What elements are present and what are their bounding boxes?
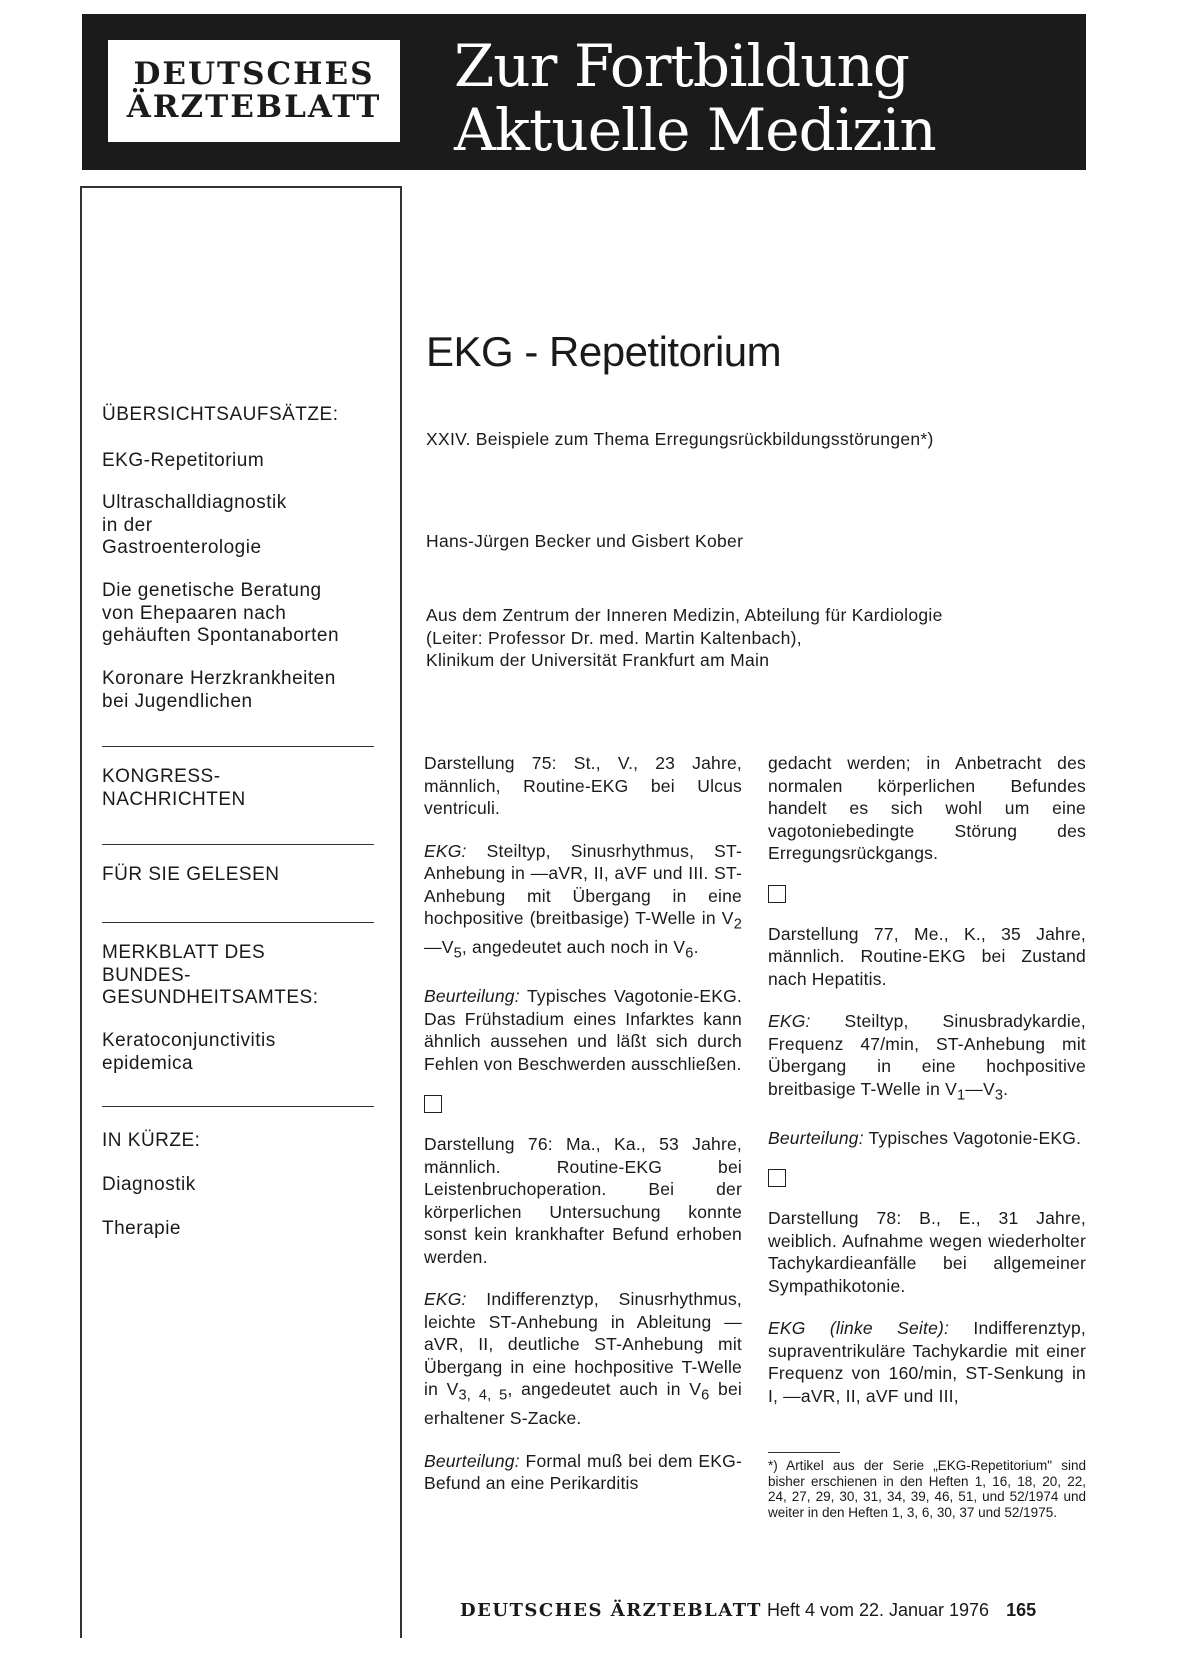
sidebar-heading-in-kuerze: IN KÜRZE:: [102, 1130, 201, 1151]
paragraph: EKG: Steiltyp, Sinusrhythmus, ST-Anhebung in —aVR, II, aVF und III. ST-Anhebung mit Übergang in eine hochpositive (breitbasige) T-Welle in $V_2—V_5$, angedeutet auch noch in $V_6$.: [424, 840, 742, 962]
label-ekg: EKG:: [424, 1289, 467, 1309]
paragraph: EKG (linke Seite): Indifferenztyp, supraventrikuläre Tachykardie mit einer Frequenz von 160/min, ST-Senkung in I, —aVR, II, aVF und III,: [768, 1318, 1086, 1406]
end-square-icon: [768, 885, 786, 903]
footnote: *) Artikel aus der Serie „EKG-Repetitorium" sind bisher erschienen in den Heften 1, 16, 18, 20, 22, 24, 27, 29, 30, 31, 34, 39, 46, 51, und 52/1974 und weiter in den Heften 1, 3, 6, 30, 37 und 52/1975.: [768, 1458, 1086, 1520]
article-subtitle: XXIV. Beispiele zum Thema Erregungsrückbildungsstörungen*): [426, 429, 934, 449]
label-ekg-linke-seite: EKG (linke Seite):: [768, 1318, 950, 1338]
text-column-right: [768, 752, 1086, 1427]
paragraph: Beurteilung: Typisches Vagotonie-EKG. Das Frühstadium eines Infarktes kann ähnlich aussehen und läßt sich durch Fehlen von Beschwerden ausschließen.: [424, 986, 742, 1074]
sidebar-divider: [102, 746, 374, 747]
sidebar-divider: [102, 1106, 374, 1107]
sidebar-item-keratoconjunctivitis: Keratoconjunctivitis epidemica: [102, 1030, 276, 1074]
label-ekg: EKG:: [768, 1011, 811, 1031]
section-title-line-2: Aktuelle Medizin: [454, 96, 936, 164]
paragraph: Darstellung 77, Me., K., 35 Jahre, männlich. Routine-EKG bei Zustand nach Hepatitis.: [768, 923, 1086, 989]
footer-issue: Heft 4 vom 22. Januar 1976: [766, 1600, 990, 1620]
paragraph: Beurteilung: Typisches Vagotonie-EKG.: [768, 1127, 1082, 1148]
footer-journal-name: DEUTSCHES ÄRZTEBLATT: [460, 1600, 762, 1621]
text-column-left: [424, 752, 742, 1515]
sidebar-item-therapie: Therapie: [102, 1218, 181, 1239]
paragraph: Darstellung 76: Ma., Ka., 53 Jahre, männlich. Routine-EKG bei Leistenbruchoperation. Bei der körperlichen Untersuchung konnte sonst kein krankhafter Befund erhoben werden.: [424, 1134, 742, 1267]
article-title: EKG - Repetitorium: [426, 328, 782, 375]
logo-line-2: ÄRZTEBLATT: [126, 89, 382, 125]
section-title-line-1: Zur Fortbildung: [454, 32, 910, 100]
journal-logo: [108, 40, 400, 142]
paragraph: EKG: Indifferenztyp, Sinusrhythmus, leichte ST-Anhebung in Ableitung —aVR, II, deutliche ST-Anhebung mit Übergang in eine hochpositive T-Welle in $V_{3, 4, 5}$, angedeutet auch in $V_6$ bei erhaltener S-Zacke.: [424, 1289, 742, 1428]
sidebar-heading-fuer-sie-gelesen: FÜR SIE GELESEN: [102, 864, 280, 885]
article-authors: Hans-Jürgen Becker und Gisbert Kober: [426, 531, 744, 551]
section-title: [454, 34, 936, 162]
sidebar-heading-merkblatt: MERKBLATT DES BUNDES- GESUNDHEITSAMTES:: [102, 942, 319, 1008]
paragraph: gedacht werden; in Anbetracht des normalen körperlichen Befundes handelt es sich wohl um eine vagotoniebedingte Störung des Erregungsrückgangs.: [768, 753, 1086, 863]
paragraph: Darstellung 75: St., V., 23 Jahre, männlich, Routine-EKG bei Ulcus ventriculi.: [424, 753, 742, 818]
paragraph: EKG: Steiltyp, Sinusbradykardie, Frequenz 47/min, ST-Anhebung mit Übergang in eine hochpositive breitbasige T-Welle in $V_1—V_3$.: [768, 1011, 1086, 1103]
sidebar-item-diagnostik: Diagnostik: [102, 1174, 196, 1195]
page-number: 165: [1006, 1600, 1037, 1620]
paragraph: Beurteilung: Formal muß bei dem EKG-Befund an eine Perikarditis: [424, 1450, 742, 1493]
label-beurteilung: Beurteilung:: [424, 1450, 520, 1471]
contents-sidebar: [80, 186, 402, 1638]
sidebar-item-ekg: EKG-Repetitorium: [102, 450, 265, 471]
sidebar-item-ultraschall: Ultraschalldiagnostik in der Gastroenterologie: [102, 492, 287, 558]
sidebar-divider: [102, 844, 374, 845]
footnote-divider: [768, 1452, 840, 1453]
paragraph: Darstellung 78: B., E., 31 Jahre, weiblich. Aufnahme wegen wiederholter Tachykardieanfälle bei allgemeiner Sympathikotonie.: [768, 1208, 1086, 1296]
end-square-icon: [768, 1169, 786, 1187]
sidebar-heading-kongress: KONGRESS- NACHRICHTEN: [102, 766, 246, 810]
article-affiliation: Aus dem Zentrum der Inneren Medizin, Abteilung für Kardiologie (Leiter: Professor Dr. med. Martin Kaltenbach), Klinikum der Universität Frankfurt am Main: [426, 605, 943, 670]
sidebar-divider: [102, 922, 374, 923]
sidebar-heading-uebersichtsaufsaetze: ÜBERSICHTSAUFSÄTZE:: [102, 404, 339, 425]
end-square-icon: [424, 1095, 442, 1113]
label-beurteilung: Beurteilung:: [424, 986, 520, 1006]
label-beurteilung: Beurteilung:: [768, 1127, 864, 1148]
page-footer: [460, 1600, 1036, 1621]
masthead: [82, 14, 1086, 170]
sidebar-item-koronare: Koronare Herzkrankheiten bei Jugendlichen: [102, 668, 336, 712]
logo-line-1: DEUTSCHES: [133, 56, 375, 92]
sidebar-item-genetische-beratung: Die genetische Beratung von Ehepaaren nach gehäuften Spontanaborten: [102, 580, 340, 646]
label-ekg: EKG:: [424, 840, 467, 861]
